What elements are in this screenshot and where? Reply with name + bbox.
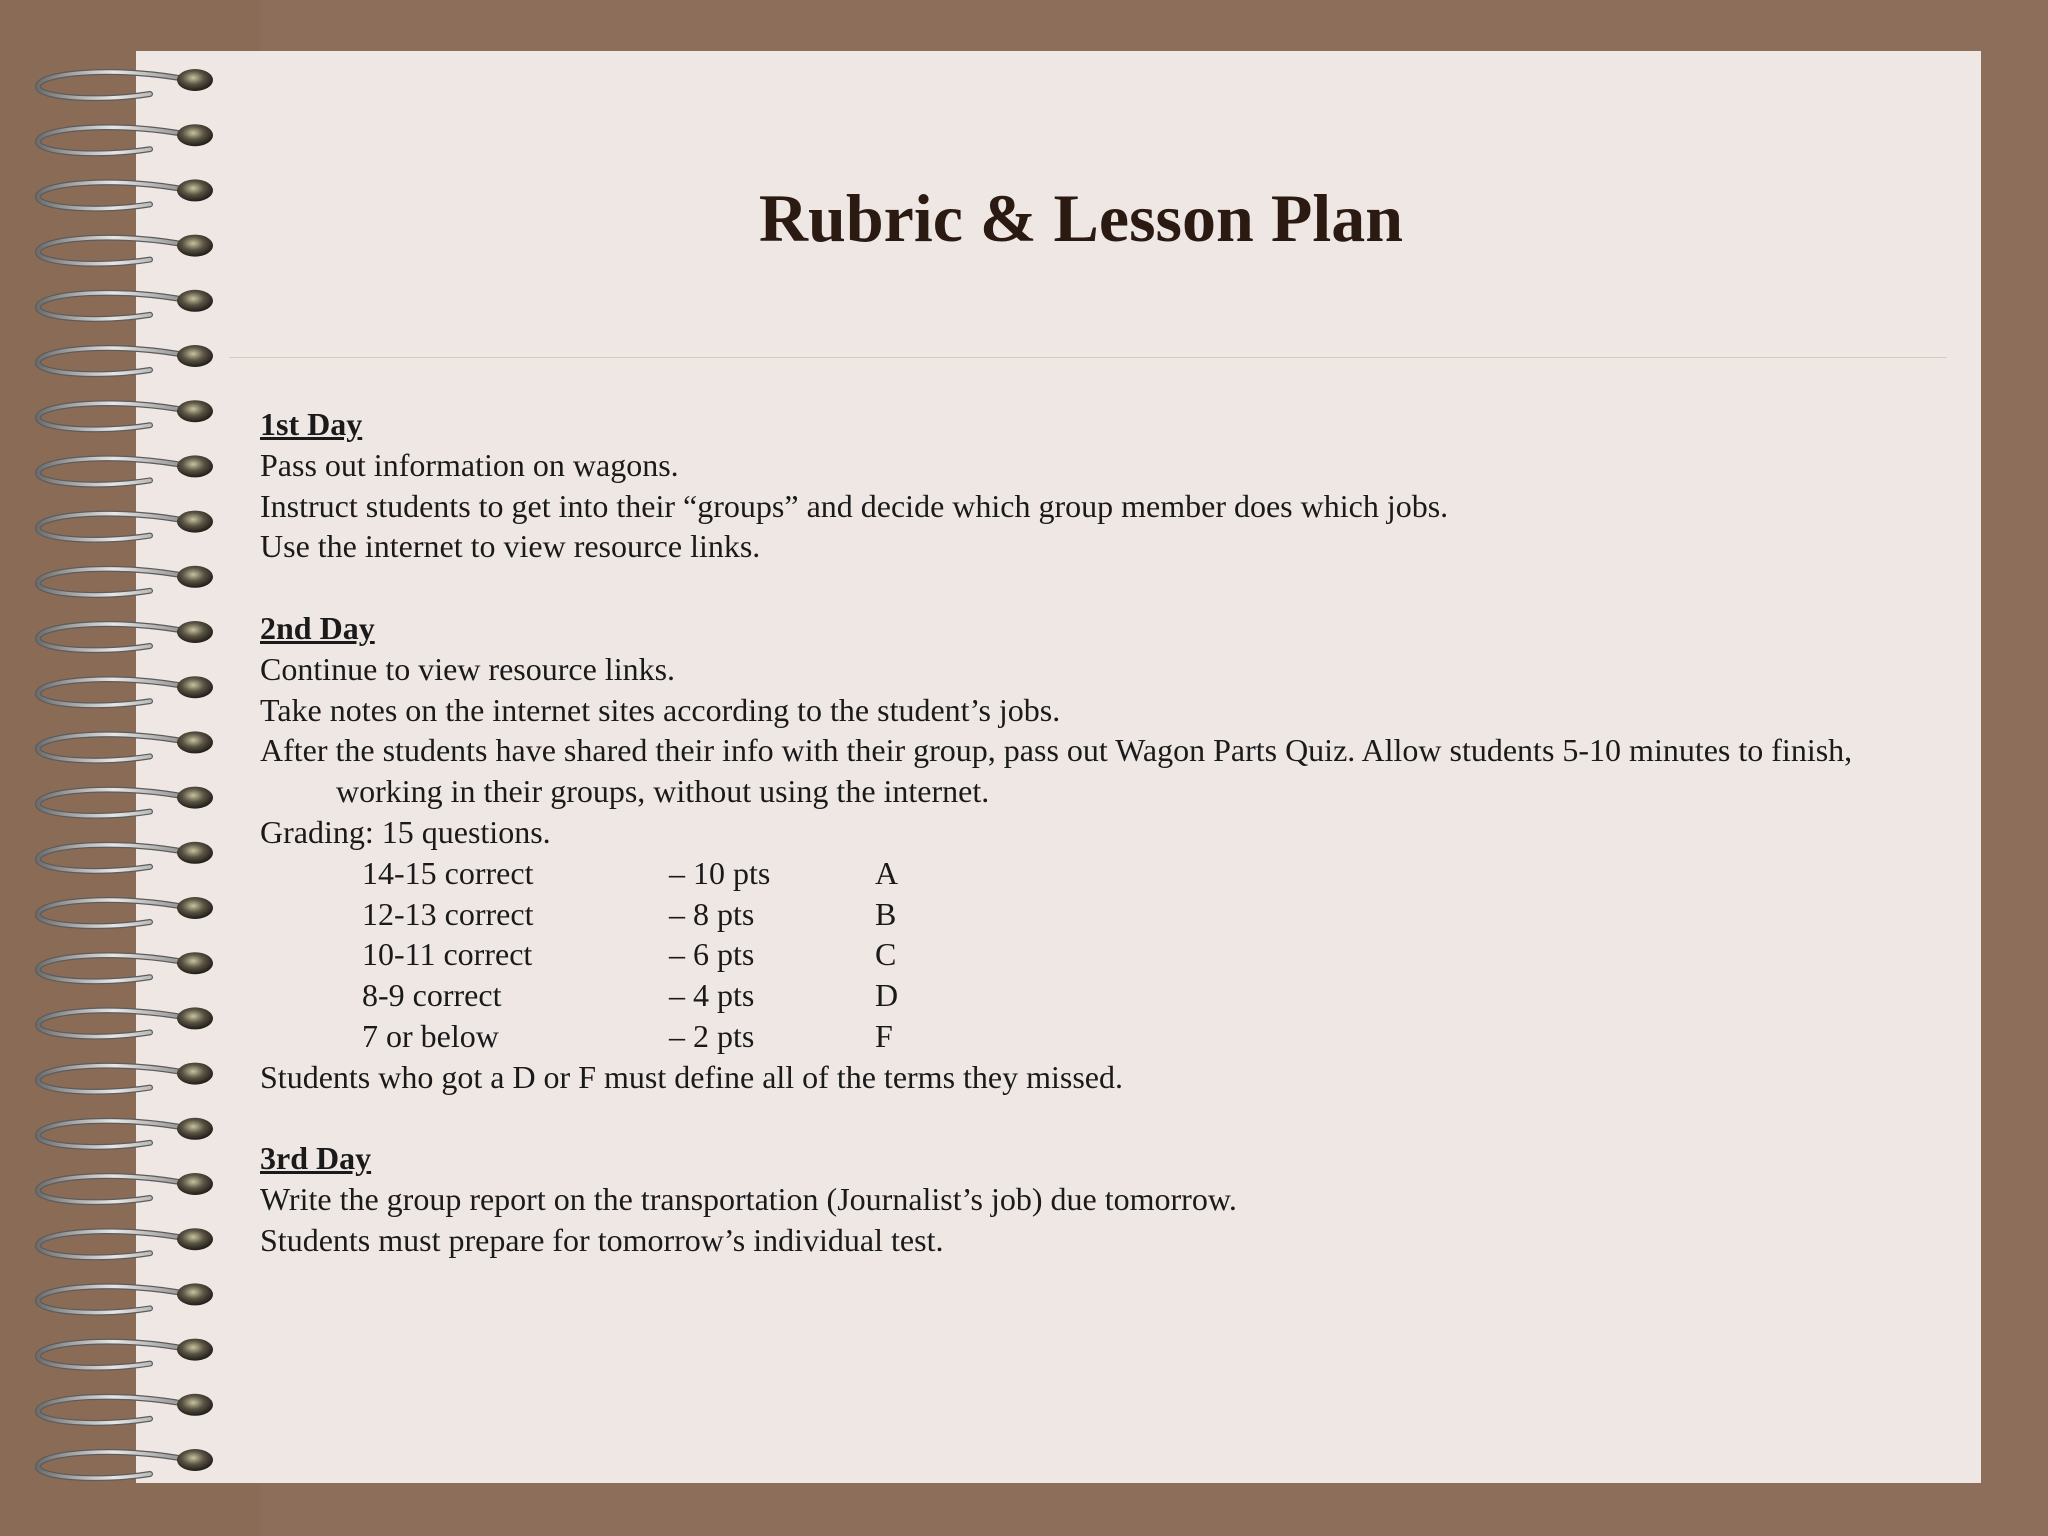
day3-section [260, 1138, 1940, 1260]
spiral-coil [38, 1228, 213, 1257]
grading-row [260, 934, 1940, 975]
spiral-coil [38, 621, 213, 650]
grading-points: – 8 pts [669, 895, 755, 932]
grading-row [260, 1016, 1940, 1057]
grading-range: 10-11 correct [362, 936, 533, 973]
day1-line: Use the internet to view resource links. [260, 528, 761, 565]
day2-line: Grading: 15 questions. [260, 813, 551, 850]
spiral-coil [38, 1339, 213, 1368]
day2-footer: Students who got a D or F must define all of the terms they missed. [260, 1058, 1123, 1095]
day2-line: Continue to view resource links. [260, 650, 676, 687]
day1-heading: 1st Day [260, 406, 363, 442]
spiral-coil [38, 676, 213, 705]
spiral-coil [38, 566, 213, 595]
day2-line: Take notes on the internet sites according to the student’s jobs. [260, 691, 1061, 728]
day2-line: After the students have shared their info with their group, pass out Wagon Parts Quiz. Allow students 5-10 minutes to finish, working in their groups, without using the internet. [260, 732, 1853, 810]
grading-row [260, 894, 1940, 935]
day3-line: Students must prepare for tomorrow’s individual test. [260, 1221, 944, 1258]
spiral-coil [38, 787, 213, 816]
grading-points: – 4 pts [669, 977, 755, 1014]
day2-heading: 2nd Day [260, 609, 375, 646]
spiral-coil [38, 1118, 213, 1147]
grading-range: 12-13 correct [362, 895, 534, 932]
grading-grade: B [875, 895, 897, 932]
day2-section [260, 608, 1940, 1098]
spiral-coil [38, 400, 213, 429]
spiral-coil [38, 511, 213, 540]
grading-range: 7 or below [362, 1017, 499, 1054]
spiral-coil [38, 842, 213, 871]
grading-grade: C [875, 936, 897, 973]
spiral-coil [38, 1063, 213, 1092]
spiral-coil [38, 1007, 213, 1036]
section-gap [260, 1098, 1940, 1139]
spiral-coil [38, 1394, 213, 1423]
title-divider [229, 357, 1947, 358]
day3-heading: 3rd Day [260, 1140, 372, 1177]
grading-table [260, 853, 1940, 1057]
grading-points: – 6 pts [669, 936, 755, 973]
day3-line: Write the group report on the transportation (Journalist’s job) due tomorrow. [260, 1181, 1237, 1218]
day1-line: Instruct students to get into their “groups” and decide which group member does which jobs. [260, 487, 1449, 524]
grading-grade: D [875, 977, 899, 1014]
day1-section [260, 404, 1940, 567]
lesson-content [260, 404, 1940, 1261]
spiral-coil [38, 1173, 213, 1202]
spiral-coil [38, 455, 213, 484]
section-gap [260, 567, 1940, 608]
grading-range: 14-15 correct [362, 854, 534, 891]
grading-row [260, 853, 1940, 894]
spiral-coil [38, 124, 213, 153]
spiral-coil [38, 952, 213, 981]
spiral-coil [38, 1449, 213, 1478]
grading-grade: F [875, 1017, 893, 1054]
spiral-coil [38, 897, 213, 926]
page-title: Rubric & Lesson Plan [758, 180, 1404, 256]
day1-line: Pass out information on wagons. [260, 446, 679, 483]
grading-grade: A [875, 854, 899, 891]
spiral-coil [38, 731, 213, 760]
spiral-coil [38, 1283, 213, 1312]
spiral-coil [38, 290, 213, 319]
grading-points: – 10 pts [669, 854, 771, 891]
grading-range: 8-9 correct [362, 977, 502, 1014]
grading-points: – 2 pts [669, 1017, 755, 1054]
spiral-coil [38, 69, 213, 98]
grading-row [260, 975, 1940, 1016]
spiral-coil [38, 345, 213, 374]
